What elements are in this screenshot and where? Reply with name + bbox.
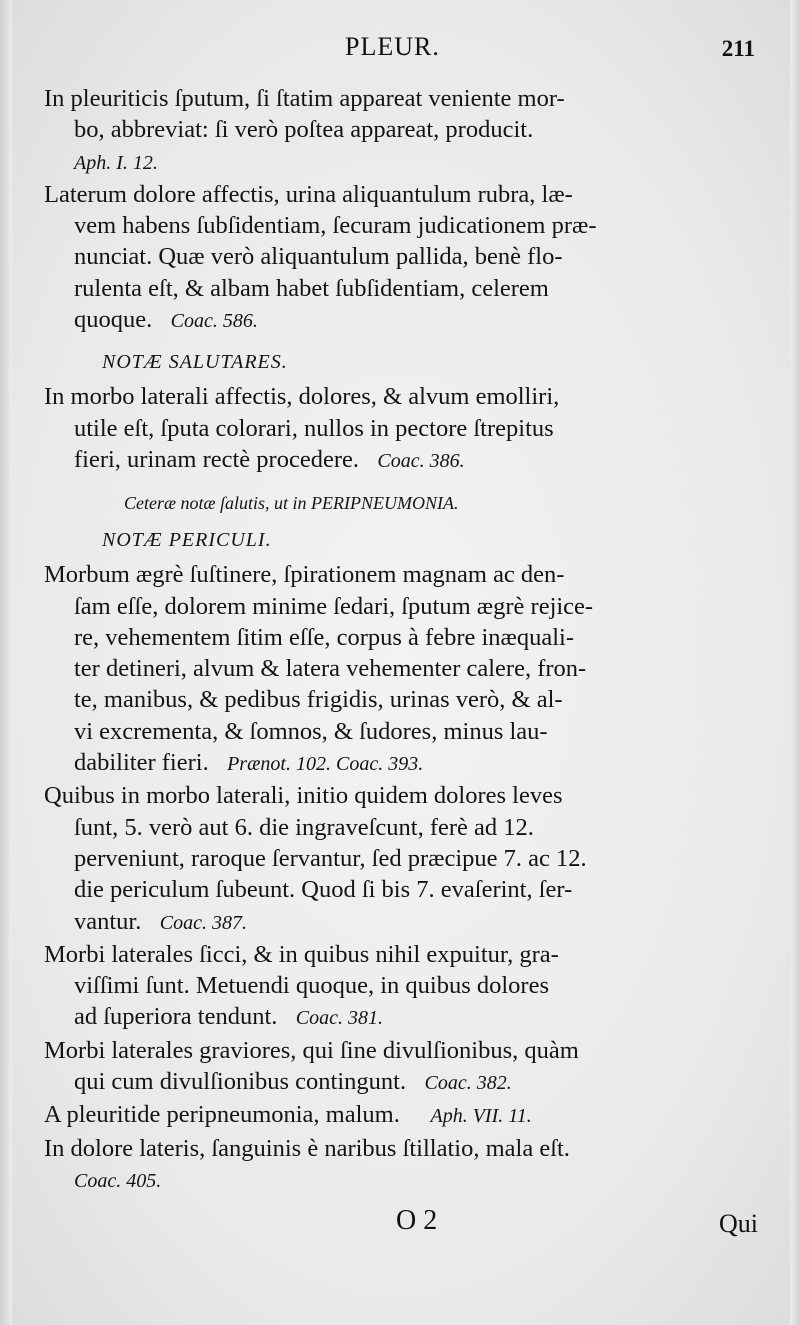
text-line: ſam eſſe, dolorem minime ſedari, ſputum ægrè rejice- bbox=[74, 592, 594, 620]
paragraph-coac-387 bbox=[44, 780, 764, 938]
text-line: vantur. bbox=[74, 907, 142, 935]
text-line: In pleuriticis ſputum, ſi ſtatim appareat veniente mor- bbox=[44, 85, 565, 112]
text-line: fieri, urinam rectè procedere. bbox=[74, 445, 359, 473]
text-line: bo, abbreviat: ſi verò poſtea appareat, producit. bbox=[74, 116, 534, 144]
text-line: quoque. bbox=[74, 306, 153, 334]
paragraph-praenot-102 bbox=[44, 559, 764, 780]
citation: Coac. 381. bbox=[295, 1007, 384, 1030]
citation: Coac. 382. bbox=[424, 1072, 512, 1095]
citation: Prænot. 102. Coac. 393. bbox=[227, 753, 424, 776]
paragraph-coac-405 bbox=[44, 1133, 764, 1198]
paragraph-coac-381 bbox=[44, 939, 764, 1035]
text-line: die periculum ſubeunt. Quod ſi bis 7. evaſerint, ſer- bbox=[74, 876, 573, 904]
citation: Coac. 405. bbox=[74, 1169, 162, 1192]
page-footer bbox=[0, 1205, 800, 1245]
paragraph-aph-7-11 bbox=[44, 1099, 764, 1132]
paragraph-coac-586 bbox=[44, 179, 764, 337]
citation: Coac. 387. bbox=[159, 911, 247, 934]
citation: Coac. 386. bbox=[377, 449, 465, 472]
catchword: Qui bbox=[719, 1209, 758, 1238]
section-heading-periculi: NOTÆ PERICULI. bbox=[102, 529, 272, 552]
signature-mark: O 2 bbox=[396, 1205, 438, 1236]
text-line: A pleuritide peripneumonia, malum. bbox=[44, 1101, 400, 1129]
text-line: In morbo laterali affectis, dolores, & alvum emolliri, bbox=[44, 383, 560, 411]
paragraph-coac-382 bbox=[44, 1035, 764, 1100]
text-line: vi excrementa, & ſomnos, & ſudores, minus lau- bbox=[74, 717, 548, 745]
text-line: In dolore lateris, ſanguinis è naribus ſtillatio, mala eſt. bbox=[44, 1134, 570, 1162]
text-line: vem habens ſubſidentiam, ſecuram judicationem præ- bbox=[74, 212, 597, 240]
citation: Aph. VII. 11. bbox=[430, 1105, 532, 1128]
section-heading-salutares: NOTÆ SALUTARES. bbox=[102, 351, 288, 374]
cross-reference-note: Ceteræ notæ ſalutis, ut in PERIPNEUMONIA. bbox=[124, 493, 459, 514]
page-header bbox=[0, 30, 800, 70]
text-line: utile eſt, ſputa colorari, nullos in pectore ſtrepitus bbox=[74, 414, 554, 442]
text-line: Morbum ægrè ſuſtinere, ſpirationem magnam ac den- bbox=[44, 561, 565, 589]
text-line: rulenta eſt, & albam habet ſubſidentiam, celerem bbox=[74, 274, 549, 302]
text-line: Laterum dolore affectis, urina aliquantulum rubra, læ- bbox=[44, 180, 573, 208]
citation: Aph. I. 12. bbox=[74, 151, 158, 174]
text-line: qui cum divulſionibus contingunt. bbox=[74, 1068, 407, 1096]
paragraph-aph-1-12 bbox=[44, 83, 764, 179]
text-line: nunciat. Quæ verò aliquantulum pallida, benè flo- bbox=[74, 243, 563, 271]
text-line: ad ſuperiora tendunt. bbox=[74, 1003, 278, 1031]
running-head: PLEUR. bbox=[345, 32, 440, 61]
text-line: te, manibus, & pedibus frigidis, urinas verò, & al- bbox=[74, 686, 563, 714]
page-number: 211 bbox=[721, 36, 755, 61]
text-line: perveniunt, raroque ſervantur, ſed præcipue 7. ac 12. bbox=[74, 844, 587, 872]
text-line: viſſimi ſunt. Metuendi quoque, in quibus dolores bbox=[74, 972, 549, 1000]
paragraph-coac-386 bbox=[44, 381, 764, 477]
text-line: Morbi laterales graviores, qui ſine divulſionibus, quàm bbox=[44, 1036, 579, 1064]
text-line: re, vehementem ſitim eſſe, corpus à febre inæquali- bbox=[74, 623, 575, 651]
page-body bbox=[44, 83, 764, 1197]
citation: Coac. 586. bbox=[170, 310, 258, 333]
text-line: ter detineri, alvum & latera vehementer calere, fron- bbox=[74, 655, 587, 683]
text-line: ſunt, 5. verò aut 6. die ingraveſcunt, ferè ad 12. bbox=[74, 813, 534, 841]
text-line: dabiliter fieri. bbox=[74, 749, 209, 777]
text-line: Morbi laterales ſicci, & in quibus nihil expuitur, gra- bbox=[44, 940, 559, 968]
text-line: Quibus in morbo laterali, initio quidem dolores leves bbox=[44, 782, 563, 810]
